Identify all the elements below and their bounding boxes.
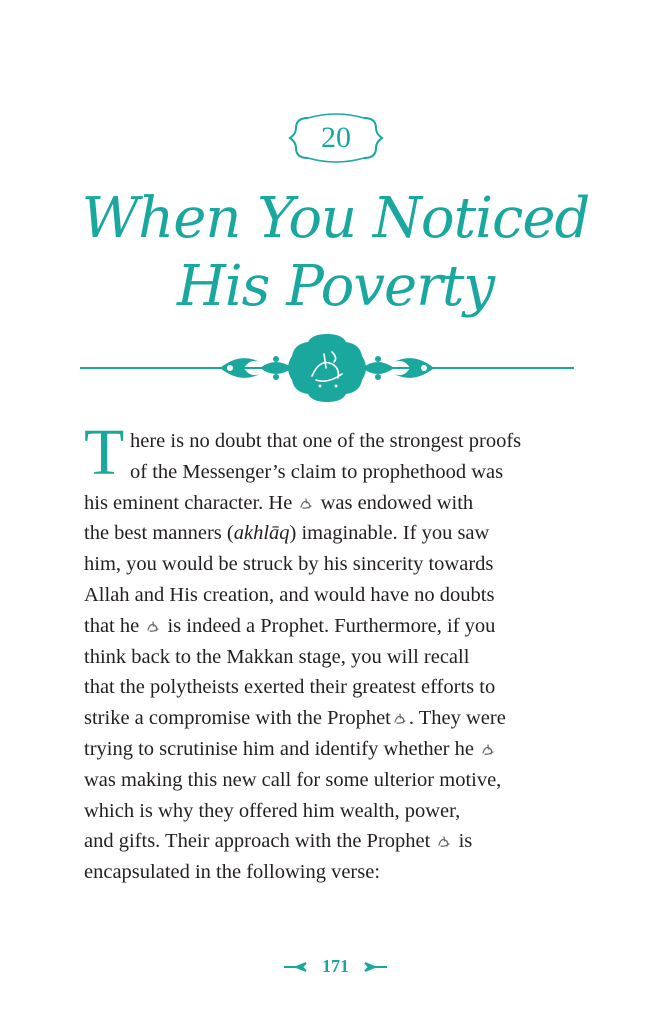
text-line: Allah and His creation, and would have no doubts — [84, 583, 495, 606]
right-arrow-ornament-icon — [361, 961, 389, 973]
text-line — [84, 703, 574, 734]
text-segment: ) imaginable. If you saw — [289, 522, 490, 545]
ornamental-divider — [80, 328, 574, 408]
text-segment: was endowed with — [320, 491, 474, 514]
text-segment: strike a compromise with the Prophet — [84, 707, 391, 730]
text-line — [84, 611, 574, 642]
text-segment: is indeed a Prophet. Furthermore, if you — [167, 614, 496, 637]
honorific-icon — [437, 835, 451, 848]
text-segment: trying to scrutinise him and identify whether he — [84, 737, 474, 760]
calligraphy-salawat-icon — [288, 334, 366, 402]
text-segment: the best manners ( — [84, 522, 234, 545]
text-segment: . They were — [408, 707, 506, 730]
text-segment: is — [458, 830, 473, 853]
chapter-title-line-1: When You Noticed — [81, 186, 590, 251]
text-line: here is no doubt that one of the strongest proofs — [130, 430, 522, 452]
text-line: of the Messenger’s claim to prophethood was — [130, 460, 504, 483]
honorific-icon — [481, 743, 495, 756]
chapter-number-badge — [286, 112, 386, 164]
text-line: him, you would be struck by his sincerity towards — [84, 553, 494, 576]
text-line: which is why they offered him wealth, power, — [84, 799, 461, 822]
chapter-number: 20 — [321, 121, 351, 154]
text-line — [84, 488, 574, 519]
italic-term: akhlāq — [233, 522, 290, 545]
page-number: 171 — [322, 956, 349, 976]
text-line: that the polytheists exerted their greatest efforts to — [84, 676, 496, 699]
drop-cap: T — [84, 416, 125, 489]
text-segment: and gifts. Their approach with the Prophet — [84, 830, 431, 853]
text-line: encapsulated in the following verse: — [84, 861, 381, 884]
honorific-icon — [299, 497, 313, 510]
honorific-icon — [393, 712, 407, 725]
text-segment: that he — [84, 614, 140, 637]
text-segment: his eminent character. He — [84, 491, 293, 514]
text-line — [84, 734, 574, 765]
text-line: was making this new call for some ulterior motive, — [84, 768, 502, 791]
text-line: think back to the Makkan stage, you will recall — [84, 645, 470, 668]
text-line — [84, 518, 574, 549]
page-footer — [0, 956, 671, 980]
text-line — [84, 826, 574, 857]
honorific-icon — [146, 620, 160, 633]
left-arrow-ornament-icon — [282, 961, 310, 973]
chapter-title-line-2: His Poverty — [176, 254, 495, 319]
body-paragraph — [84, 426, 574, 888]
